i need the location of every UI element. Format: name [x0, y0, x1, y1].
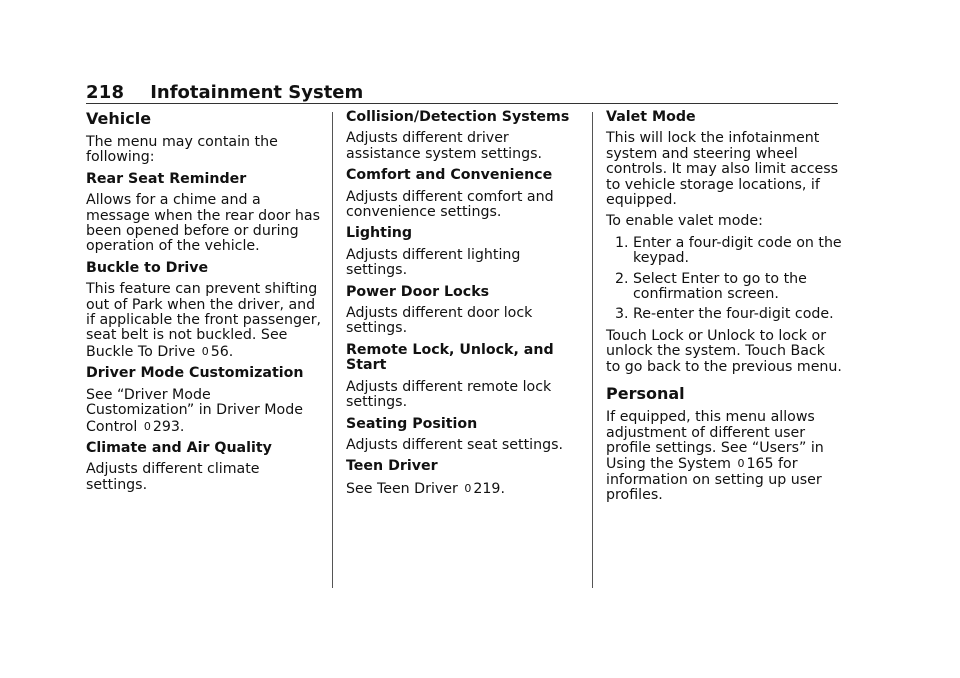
subheading-collision: Collision/Detection Systems: [346, 109, 570, 125]
personal-text: If equipped, this menu allows adjustment of different user profile settings. See “Users” in Using the System: [606, 409, 824, 473]
buckle-text: This feature can prevent shifting out of Park when the driver, and if applicable the front passenger, seat belt is not buckled. See Buckle To Drive: [86, 281, 322, 360]
valet-steps-list: [606, 236, 842, 323]
subheading-seating: Seating Position: [346, 415, 478, 432]
header-rule: [86, 103, 838, 104]
column-left: [86, 110, 322, 499]
subheading-lighting: Lighting: [346, 225, 413, 242]
list-item: [606, 272, 842, 303]
list-item: [606, 236, 842, 267]
page-ref-arrow-icon: 0: [737, 457, 745, 471]
page-ref-link[interactable]: 56.: [210, 343, 234, 360]
column-middle: [346, 110, 582, 503]
step-text: Re-enter the four-digit code.: [633, 306, 834, 323]
rear-seat-text: Allows for a chime and a message when the rear door has been opened before or during operation of the vehicle.: [86, 192, 320, 255]
driver-mode-paragraph: [86, 388, 322, 435]
step-number: 2.: [615, 270, 629, 287]
valet-after-text: Touch Lock or Unlock to lock or unlock the system. Touch Back to go back to the previous menu.: [606, 327, 842, 375]
driver-mode-text: See “Driver Mode Customization” in Driver Mode Control: [86, 386, 303, 435]
intro-text: The menu may contain the following:: [86, 134, 278, 166]
page-ref-arrow-icon: 0: [464, 481, 472, 495]
page-title: Infotainment System: [150, 82, 364, 103]
subheading-door-locks: Power Door Locks: [346, 283, 490, 300]
step-number: 1.: [615, 234, 629, 251]
personal-text-after: for information on setting up user profiles.: [606, 456, 822, 504]
subheading-driver-mode: Driver Mode Customization: [86, 365, 304, 382]
subheading-teen: Teen Driver: [346, 458, 438, 475]
subheading-buckle: Buckle to Drive: [86, 259, 209, 276]
subheading-valet: Valet Mode: [606, 109, 696, 125]
buckle-paragraph: [86, 282, 322, 360]
valet-enable-text: To enable valet mode:: [606, 213, 763, 230]
seating-text: Adjusts different seat settings.: [346, 436, 563, 453]
list-item: [606, 307, 842, 322]
page-ref-arrow-icon: 0: [201, 344, 209, 358]
step-number: 3.: [615, 306, 629, 323]
column-divider: [592, 112, 593, 588]
climate-text: Adjusts different climate settings.: [86, 461, 260, 493]
subheading-climate: Climate and Air Quality: [86, 439, 272, 456]
comfort-text: Adjusts different comfort and convenience settings.: [346, 188, 554, 221]
personal-paragraph: [606, 410, 842, 503]
step-text: Enter a four-digit code on the keypad.: [633, 234, 842, 267]
page-ref-link[interactable]: 165: [746, 456, 774, 473]
column-divider: [332, 112, 333, 588]
page-ref-link[interactable]: 293.: [152, 418, 185, 435]
step-text: Select Enter to go to the confirmation screen.: [633, 270, 807, 303]
collision-text: Adjusts different driver assistance system settings.: [346, 130, 542, 162]
lighting-text: Adjusts different lighting settings.: [346, 246, 521, 279]
teen-text: See Teen Driver: [346, 480, 458, 497]
subheading-rear-seat: Rear Seat Reminder: [86, 170, 247, 187]
page-ref-link[interactable]: 219.: [473, 480, 505, 497]
page-number: 218: [86, 82, 125, 103]
remote-text: Adjusts different remote lock settings.: [346, 378, 552, 411]
column-right: [606, 110, 842, 510]
page-ref-arrow-icon: 0: [143, 419, 151, 433]
teen-paragraph: [346, 481, 582, 497]
door-locks-text: Adjusts different door lock settings.: [346, 305, 533, 337]
page-header: [86, 82, 838, 104]
valet-text: This will lock the infotainment system and steering wheel controls. It may also limit access to vehicle storage locations, if equipped.: [606, 130, 839, 209]
subheading-remote: Remote Lock, Unlock, and Start: [346, 341, 554, 374]
subheading-comfort: Comfort and Convenience: [346, 167, 553, 184]
section-heading-vehicle: Vehicle: [86, 109, 152, 128]
section-heading-personal: Personal: [606, 384, 685, 404]
